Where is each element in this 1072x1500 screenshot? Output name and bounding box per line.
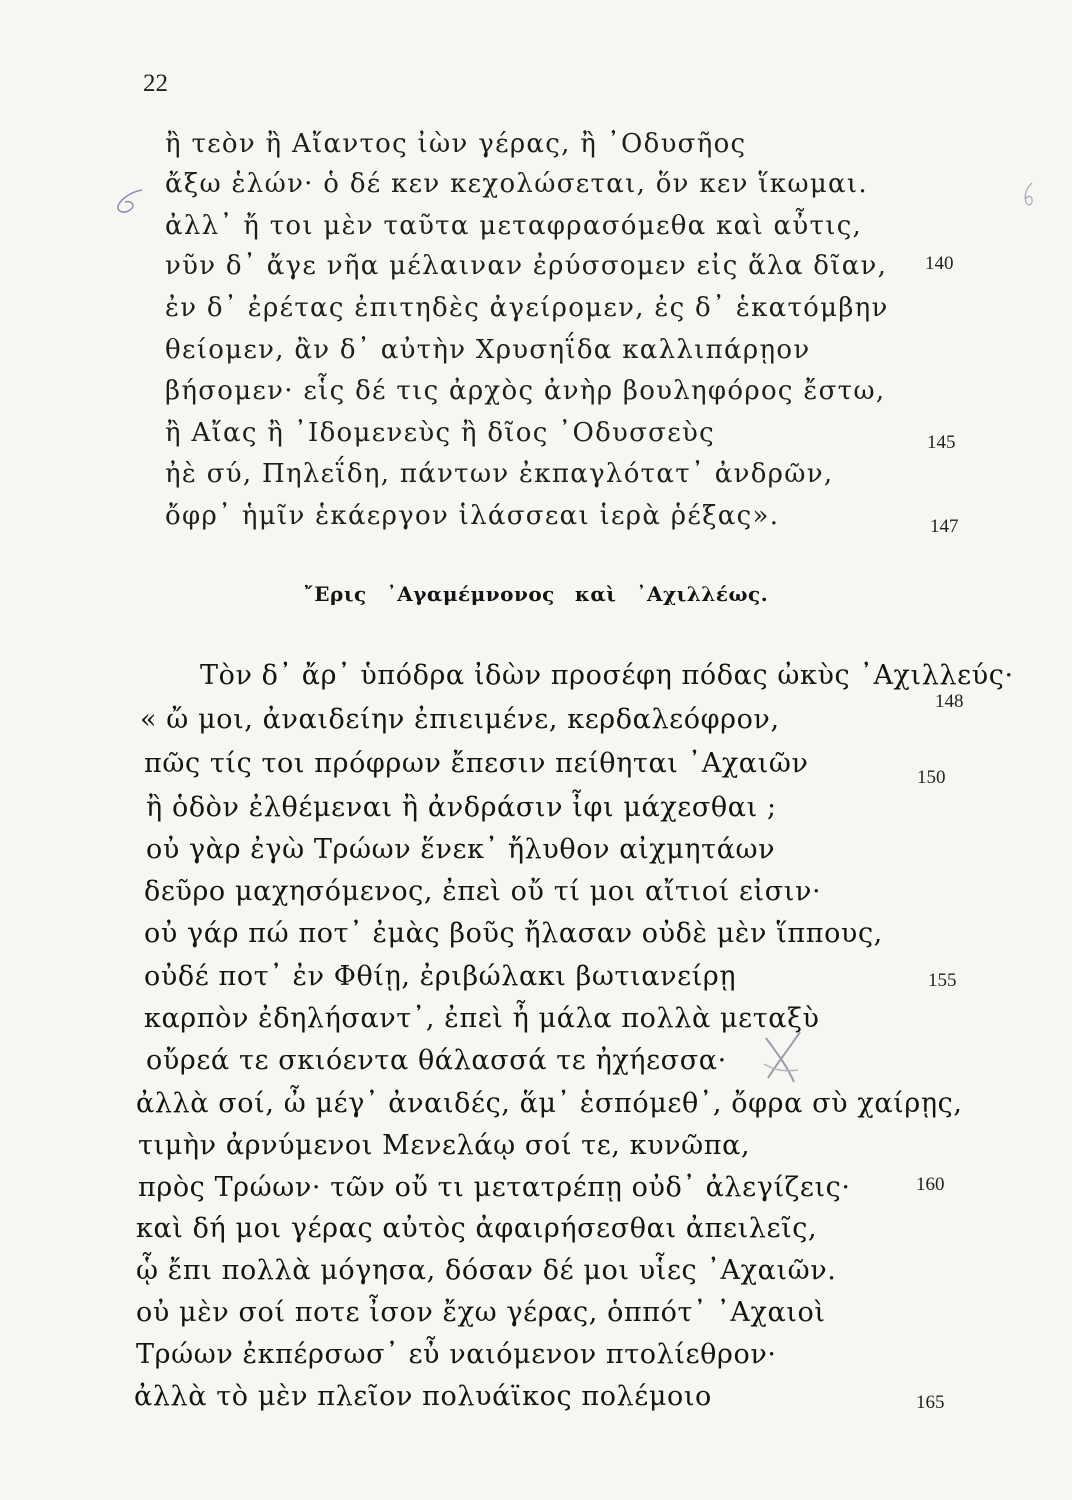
- verse-line: ἄξω ἑλών· ὁ δέ κεν κεχολώσεται, ὅν κεν ἵκωμαι.: [165, 169, 868, 199]
- line-number: 165: [916, 1392, 945, 1413]
- pencil-cross-icon: [754, 1020, 810, 1090]
- pencil-mark-right-icon: [1018, 180, 1040, 210]
- verse-line: ἀλλ᾽ ἤ τοι μὲν ταῦτα μεταφρασόμεθα καὶ αὖτις,: [165, 211, 863, 241]
- verse-line: καρπὸν ἐδηλήσαντ᾽, ἐπεὶ ἦ μάλα πολλὰ μεταξὺ: [144, 1003, 820, 1034]
- section-heading: [0, 582, 1072, 606]
- line-number: 148: [935, 691, 964, 712]
- verse-line: « ὤ μοι, ἀναιδείην ἐπιειμένε, κερδαλεόφρον,: [140, 704, 780, 735]
- line-number: 155: [928, 970, 957, 991]
- line-number: 147: [930, 516, 959, 537]
- verse-line: οὐ μὲν σοί ποτε ἶσον ἔχω γέρας, ὁππότ᾽ ᾿Αχαιοὶ: [136, 1297, 826, 1328]
- verse-line: ἐν δ᾽ ἐρέτας ἐπιτηδὲς ἀγείρομεν, ἐς δ᾽ ἑκατόμβην: [165, 293, 889, 323]
- heading-word: καὶ: [574, 582, 617, 606]
- verse-line: ἠὲ σύ, Πηλεΐδη, πάντων ἐκπαγλότατ᾽ ἀνδρῶν,: [165, 459, 834, 489]
- pencil-mark-left-icon: [112, 186, 148, 218]
- verse-line: πρὸς Τρώων· τῶν οὔ τι μετατρέπῃ οὐδ᾽ ἀλεγίζεις·: [138, 1172, 851, 1203]
- heading-word: ᾿Αχιλλέως.: [636, 582, 769, 606]
- verse-line: ἀλλὰ τὸ μὲν πλεῖον πολυάϊκος πολέμοιο: [134, 1381, 712, 1412]
- line-number: 160: [916, 1174, 945, 1195]
- verse-line: δεῦρο μαχησόμενος, ἐπεὶ οὔ τί μοι αἴτιοί εἰσιν·: [144, 876, 822, 907]
- verse-line: οὐδέ ποτ᾽ ἐν Φθίῃ, ἐριβώλακι βωτιανείρῃ: [144, 961, 737, 992]
- verse-line: βήσομεν· εἷς δέ τις ἀρχὸς ἀνὴρ βουληφόρος ἔστω,: [165, 376, 886, 406]
- verse-line: νῦν δ᾽ ἄγε νῆα μέλαιναν ἐρύσσομεν εἰς ἅλα δῖαν,: [165, 251, 888, 281]
- heading-word: ῎Ερις: [303, 582, 367, 606]
- verse-line: ἢ Αἴας ἢ ᾿Ιδομενεὺς ἢ δῖος ᾿Οδυσσεὺς: [165, 418, 715, 448]
- verse-line: Τρώων ἐκπέρσωσ᾽ εὖ ναιόμενον πτολίεθρον·: [136, 1339, 777, 1370]
- line-number: 145: [927, 432, 956, 453]
- line-number: 140: [925, 253, 954, 274]
- verse-line: τιμὴν ἀρνύμενοι Μενελάῳ σοί τε, κυνῶπα,: [138, 1130, 751, 1161]
- page-number: 22: [143, 70, 168, 97]
- verse-line: θείομεν, ἂν δ᾽ αὐτὴν Χρυσηΐδα καλλιπάρῃον: [165, 335, 811, 365]
- verse-line: ᾧ ἔπι πολλὰ μόγησα, δόσαν δέ μοι υἷες ᾿Αχαιῶν.: [136, 1255, 837, 1286]
- verse-line: πῶς τίς τοι πρόφρων ἔπεσιν πείθηται ᾿Αχαιῶν: [144, 748, 809, 779]
- verse-line: οὔρεά τε σκιόεντα θάλασσά τε ἠχήεσσα·: [146, 1045, 727, 1076]
- line-number: 150: [917, 767, 946, 788]
- verse-line: οὐ γάρ πώ ποτ᾽ ἐμὰς βοῦς ἤλασαν οὐδὲ μὲν ἵππους,: [144, 918, 883, 949]
- verse-line: ἢ ὁδὸν ἐλθέμεναι ἢ ἀνδράσιν ἶφι μάχεσθαι ;: [146, 792, 777, 823]
- heading-word: ᾿Αγαμέμνονος: [386, 582, 555, 606]
- verse-line: ἀλλὰ σοί, ὦ μέγ᾽ ἀναιδές, ἅμ᾽ ἑσπόμεθ᾽, ὄφρα σὺ χαίρῃς,: [136, 1088, 963, 1119]
- verse-line: οὐ γὰρ ἐγὼ Τρώων ἕνεκ᾽ ἤλυθον αἰχμητάων: [146, 834, 776, 865]
- verse-line: Τὸν δ᾽ ἄρ᾽ ὑπόδρα ἰδὼν προσέφη πόδας ὠκὺς ᾿Αχιλλεύς·: [200, 660, 1014, 691]
- verse-line: ὄφρ᾽ ἡμῖν ἑκάεργον ἱλάσσεαι ἱερὰ ῥέξας».: [165, 501, 780, 531]
- verse-line: καὶ δή μοι γέρας αὐτὸς ἀφαιρήσεσθαι ἀπειλεῖς,: [136, 1213, 818, 1244]
- verse-line: ἢ τεὸν ἢ Αἴαντος ἰὼν γέρας, ἢ ᾿Οδυσῆος: [165, 129, 747, 159]
